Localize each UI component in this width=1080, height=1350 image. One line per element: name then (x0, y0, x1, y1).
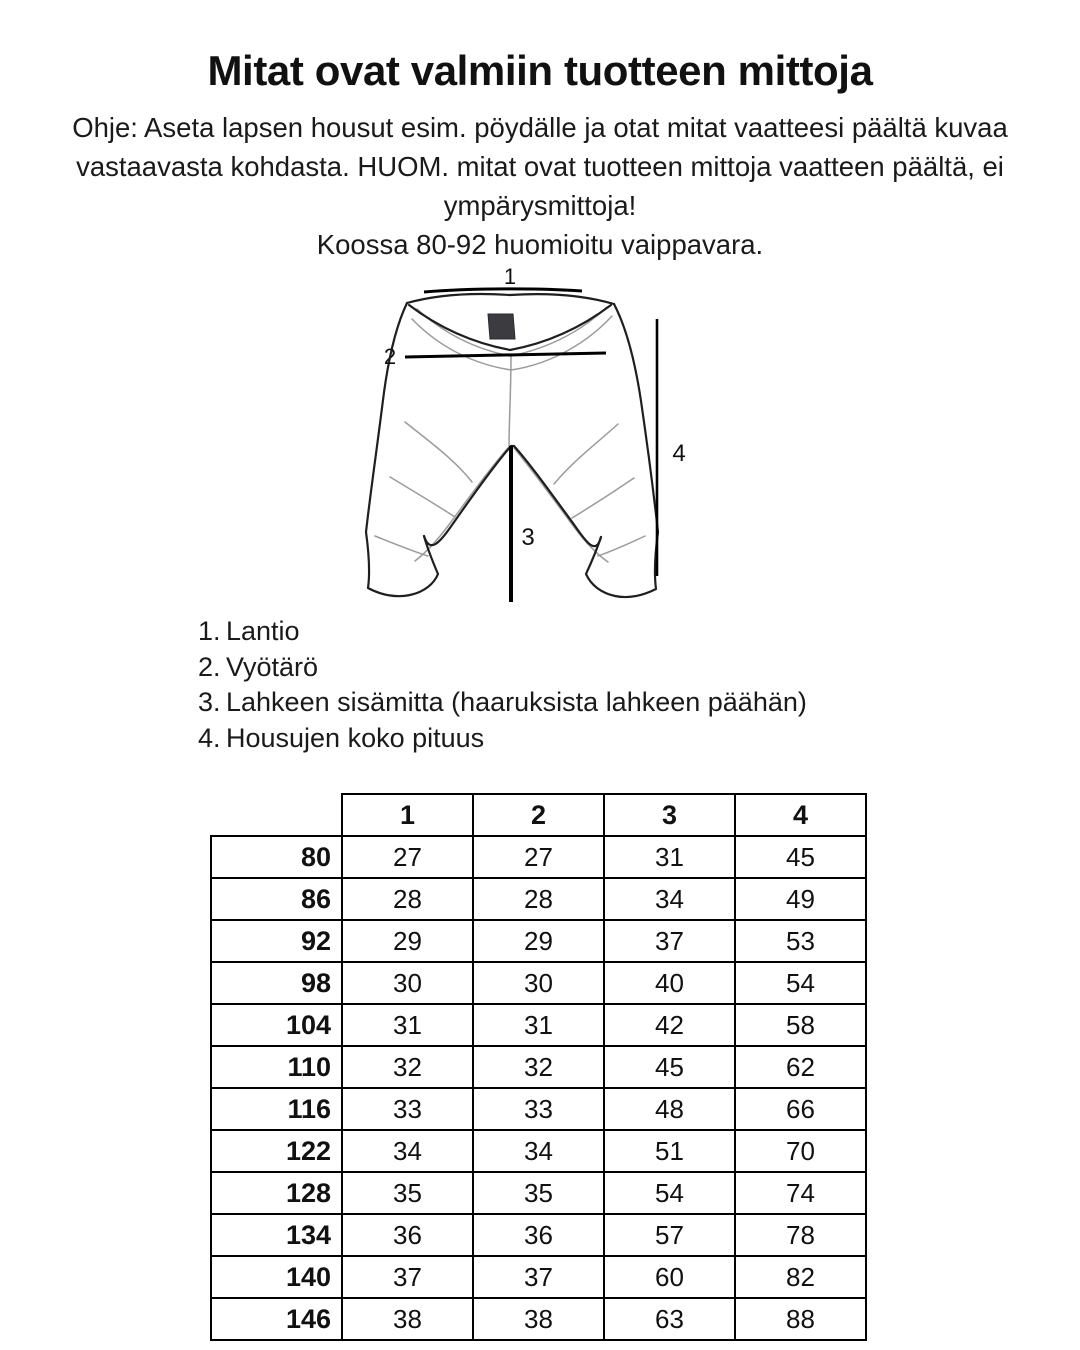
row-size-label: 128 (211, 1172, 342, 1214)
legend-label: Housujen koko pituus (226, 723, 485, 754)
table-row (211, 920, 866, 962)
measure-line-1 (424, 289, 582, 292)
cell-measure-4: 53 (735, 920, 866, 962)
cell-measure-2: 32 (473, 1046, 604, 1088)
cell-measure-1: 29 (342, 920, 473, 962)
cell-measure-4: 82 (735, 1256, 866, 1298)
table-row (211, 962, 866, 1004)
cell-measure-3: 51 (604, 1130, 735, 1172)
size-chart-table (210, 793, 867, 1341)
cell-measure-4: 45 (735, 836, 866, 878)
table-row (211, 878, 866, 920)
cell-measure-4: 88 (735, 1298, 866, 1340)
cell-measure-2: 37 (473, 1256, 604, 1298)
row-size-label: 92 (211, 920, 342, 962)
legend-item-4 (198, 721, 1080, 757)
cell-measure-2: 29 (473, 920, 604, 962)
measure-line-2 (405, 353, 606, 357)
table-corner-cell (211, 794, 342, 836)
table-row (211, 1130, 866, 1172)
cell-measure-4: 70 (735, 1130, 866, 1172)
cell-measure-3: 54 (604, 1172, 735, 1214)
cell-measure-1: 35 (342, 1172, 473, 1214)
legend-label: Lahkeen sisämitta (haaruksista lahkeen päähän) (226, 687, 807, 718)
cell-measure-4: 74 (735, 1172, 866, 1214)
legend-item-1 (198, 614, 1080, 650)
diaper-allowance-note: Koossa 80-92 huomioitu vaippavara. (316, 229, 764, 261)
table-row (211, 1298, 866, 1340)
cell-measure-2: 31 (473, 1004, 604, 1046)
table-row (211, 1004, 866, 1046)
waistband-tab (488, 314, 515, 339)
cell-measure-1: 37 (342, 1256, 473, 1298)
row-size-label: 140 (211, 1256, 342, 1298)
table-row (211, 1256, 866, 1298)
legend-number: 4. (198, 723, 221, 754)
measuring-instructions: Ohje: Aseta lapsen housut esim. pöydälle ja otat mitat vaatteesi päältä kuvaa vastaavasta kohdasta. HUOM. mitat ovat tuotteen mittoja vaatteen päältä, ei ympärysmittoja! (72, 112, 1008, 222)
cell-measure-1: 27 (342, 836, 473, 878)
cell-measure-3: 45 (604, 1046, 735, 1088)
cell-measure-4: 58 (735, 1004, 866, 1046)
callout-label-1: 1 (503, 264, 517, 290)
row-size-label: 104 (211, 1004, 342, 1046)
cell-measure-2: 38 (473, 1298, 604, 1340)
cell-measure-3: 60 (604, 1256, 735, 1298)
cell-measure-4: 62 (735, 1046, 866, 1088)
cell-measure-1: 32 (342, 1046, 473, 1088)
table-row (211, 1088, 866, 1130)
cell-measure-4: 54 (735, 962, 866, 1004)
table-row (211, 1214, 866, 1256)
legend-item-2 (198, 650, 1080, 686)
size-chart-body (211, 836, 866, 1340)
cell-measure-3: 40 (604, 962, 735, 1004)
legend-item-3 (198, 685, 1080, 721)
cell-measure-3: 42 (604, 1004, 735, 1046)
row-size-label: 122 (211, 1130, 342, 1172)
row-size-label: 86 (211, 878, 342, 920)
cell-measure-3: 63 (604, 1298, 735, 1340)
table-row (211, 1172, 866, 1214)
page-title: Mitat ovat valmiin tuotteen mittoja (207, 47, 873, 94)
cell-measure-4: 49 (735, 878, 866, 920)
cell-measure-1: 34 (342, 1130, 473, 1172)
row-size-label: 110 (211, 1046, 342, 1088)
cell-measure-4: 66 (735, 1088, 866, 1130)
row-size-label: 80 (211, 836, 342, 878)
pants-illustration (0, 264, 1080, 614)
cell-measure-1: 30 (342, 962, 473, 1004)
table-header-row (211, 794, 866, 836)
column-header-2: 2 (473, 794, 604, 836)
cell-measure-1: 31 (342, 1004, 473, 1046)
pants-diagram-svg (0, 264, 1080, 614)
cell-measure-2: 28 (473, 878, 604, 920)
table-row (211, 1046, 866, 1088)
legend-number: 1. (198, 616, 221, 647)
cell-measure-3: 57 (604, 1214, 735, 1256)
row-size-label: 116 (211, 1088, 342, 1130)
callout-label-4: 4 (672, 440, 686, 468)
column-header-4: 4 (735, 794, 866, 836)
cell-measure-3: 34 (604, 878, 735, 920)
measurement-legend (0, 614, 1080, 757)
callout-label-2: 2 (383, 344, 397, 370)
cell-measure-2: 27 (473, 836, 604, 878)
legend-number: 2. (198, 651, 221, 682)
cell-measure-3: 37 (604, 920, 735, 962)
row-size-label: 134 (211, 1214, 342, 1256)
cell-measure-2: 34 (473, 1130, 604, 1172)
callout-label-3: 3 (521, 524, 535, 552)
cell-measure-2: 36 (473, 1214, 604, 1256)
legend-number: 3. (198, 687, 221, 718)
legend-label: Vyötärö (226, 651, 319, 682)
column-header-3: 3 (604, 794, 735, 836)
size-chart-head (211, 794, 866, 836)
cell-measure-3: 48 (604, 1088, 735, 1130)
legend-label: Lantio (226, 616, 300, 647)
cell-measure-1: 28 (342, 878, 473, 920)
cell-measure-2: 30 (473, 962, 604, 1004)
column-header-1: 1 (342, 794, 473, 836)
cell-measure-1: 33 (342, 1088, 473, 1130)
cell-measure-3: 31 (604, 836, 735, 878)
cell-measure-1: 36 (342, 1214, 473, 1256)
cell-measure-2: 35 (473, 1172, 604, 1214)
intro-text-block (28, 94, 1052, 264)
cell-measure-4: 78 (735, 1214, 866, 1256)
row-size-label: 146 (211, 1298, 342, 1340)
cell-measure-1: 38 (342, 1298, 473, 1340)
size-chart-container (210, 793, 866, 1341)
cell-measure-2: 33 (473, 1088, 604, 1130)
table-row (211, 836, 866, 878)
row-size-label: 98 (211, 962, 342, 1004)
